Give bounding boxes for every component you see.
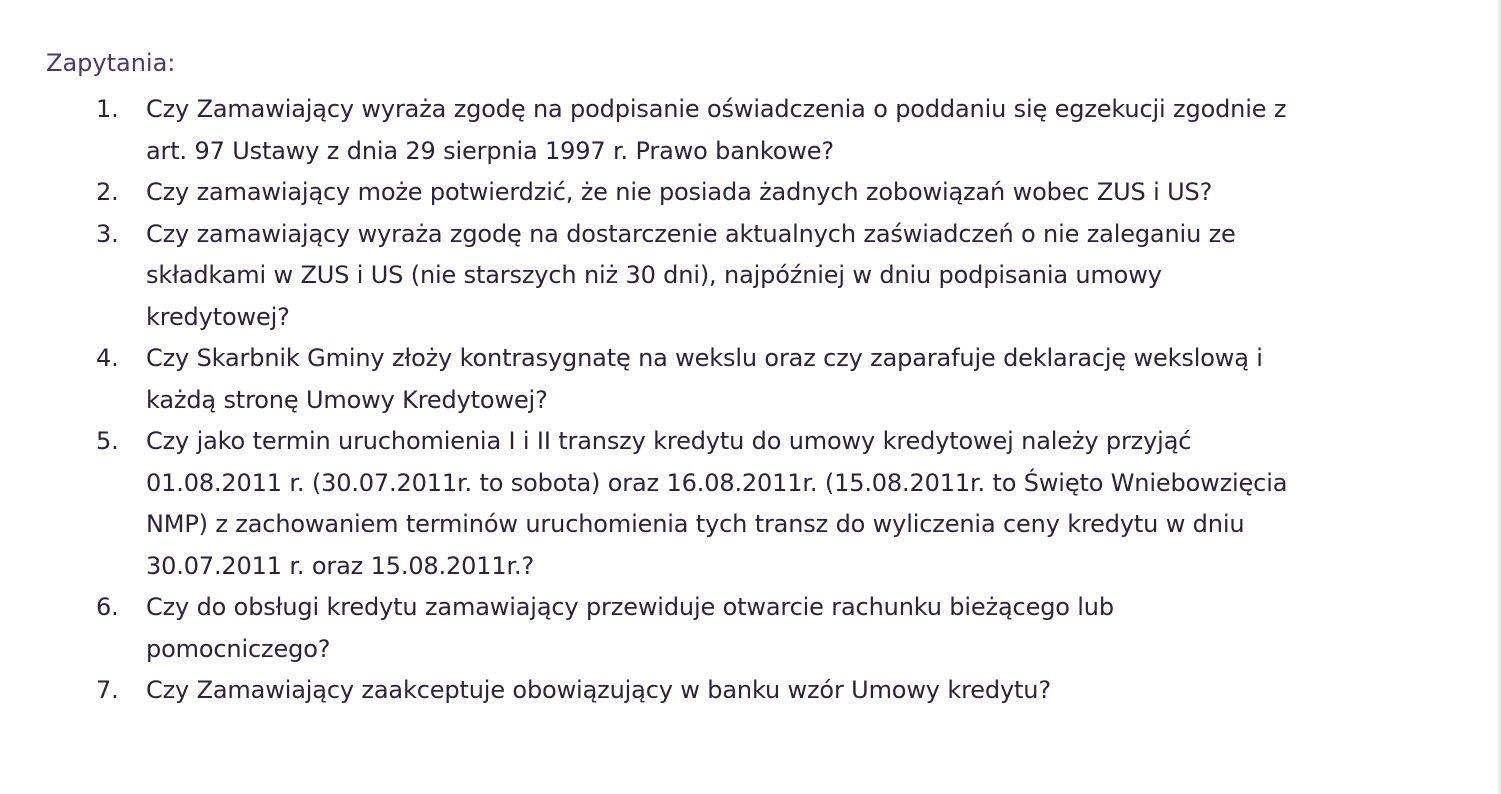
item-text — [146, 89, 1361, 172]
item-line: Czy zamawiający wyraża zgodę na dostarczenie aktualnych zaświadczeń o nie zaleganiu ze — [146, 219, 1236, 248]
item-number: 7. — [96, 676, 119, 704]
list-item — [0, 421, 1501, 587]
list-item — [0, 172, 1501, 214]
item-line: każdą stronę Umowy Kredytowej? — [146, 385, 548, 414]
item-text — [146, 338, 1361, 421]
item-line: Czy Zamawiający zaakceptuje obowiązujący w banku wzór Umowy kredytu? — [146, 676, 1051, 704]
item-number: 3. — [96, 219, 119, 248]
item-number: 5. — [96, 427, 119, 455]
list-item — [0, 89, 1501, 172]
item-text — [146, 172, 1361, 214]
item-line: NMP) z zachowaniem terminów uruchomienia tych transz do wyliczenia ceny kredytu w dniu — [146, 510, 1245, 538]
item-line: kredytowej? — [146, 302, 290, 331]
item-number: 2. — [96, 178, 119, 206]
item-number: 4. — [96, 344, 119, 372]
item-number: 1. — [96, 95, 119, 123]
item-line: składkami w ZUS i US (nie starszych niż 30 dni), najpóźniej w dniu podpisania umowy — [146, 261, 1162, 289]
list-item — [0, 338, 1501, 421]
item-line: art. 97 Ustawy z dnia 29 sierpnia 1997 r. Prawo bankowe? — [146, 136, 834, 165]
item-line: Czy jako termin uruchomienia I i II transzy kredytu do umowy kredytowej należy przyjąć — [146, 427, 1192, 455]
item-line: 30.07.2011 r. oraz 15.08.2011r.? — [146, 551, 535, 580]
item-text — [146, 214, 1361, 339]
item-line: Czy do obsługi kredytu zamawiający przewiduje otwarcie rachunku bieżącego lub — [146, 593, 1114, 621]
list-item — [0, 670, 1501, 712]
document-heading: Zapytania: — [46, 49, 176, 77]
item-line: Czy zamawiający może potwierdzić, że nie posiada żadnych zobowiązań wobec ZUS i US? — [146, 178, 1213, 206]
question-list — [0, 89, 1501, 712]
item-text — [146, 421, 1361, 587]
item-line: Czy Zamawiający wyraża zgodę na podpisanie oświadczenia o poddaniu się egzekucji zgodnie z — [146, 95, 1287, 123]
item-text — [146, 670, 1361, 712]
item-number: 6. — [96, 593, 119, 621]
item-text — [146, 587, 1361, 670]
list-item — [0, 587, 1501, 670]
item-line: Czy Skarbnik Gminy złoży kontrasygnatę na wekslu oraz czy zaparafuje deklarację wekslową i — [146, 344, 1263, 372]
item-line: pomocniczego? — [146, 634, 331, 663]
item-line: 01.08.2011 r. (30.07.2011r. to sobota) oraz 16.08.2011r. (15.08.2011r. to Święto Wniebowzięcia — [146, 468, 1288, 497]
list-item — [0, 214, 1501, 339]
